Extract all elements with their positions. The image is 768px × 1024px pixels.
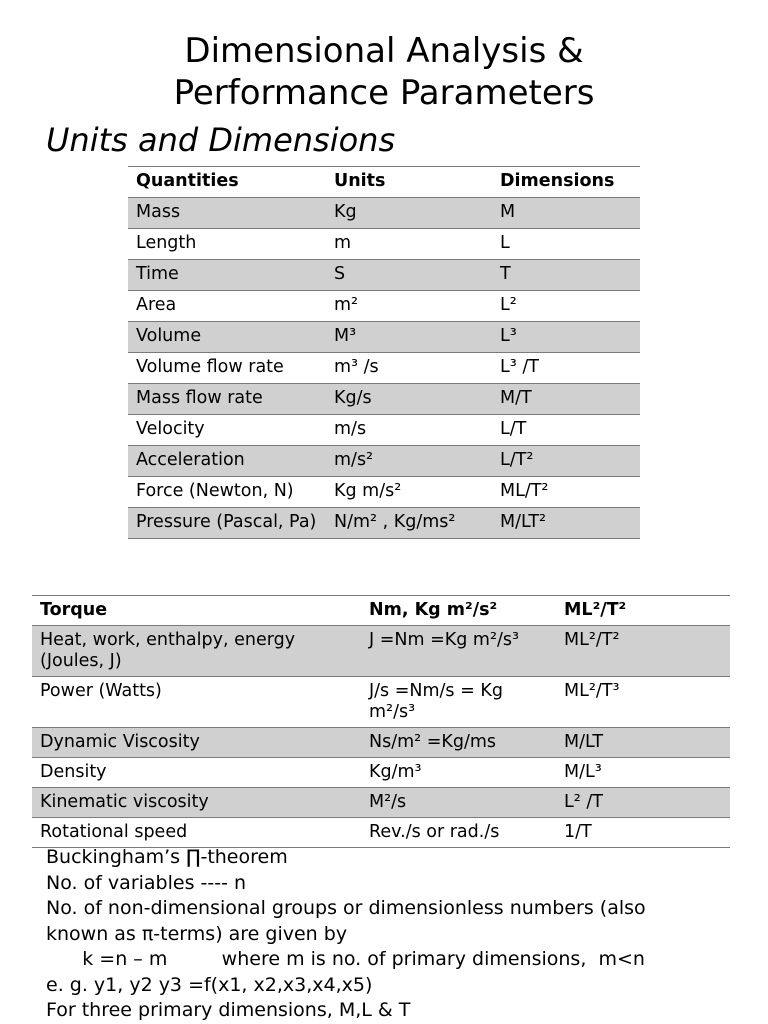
table-header-row-cell: Dimensions (500, 171, 615, 191)
table-row-cell: Pressure (Pascal, Pa) (136, 512, 317, 532)
table-row-cell: M/L³ (564, 762, 602, 782)
table-header-row-cell: ML²/T² (564, 600, 627, 620)
table-row-cell: Kg/m³ (369, 762, 422, 782)
table-row (128, 353, 640, 384)
table-row (128, 477, 640, 508)
table-row-cell: S (334, 264, 346, 284)
table-row-cell: J =Nm =Kg m²/s³ (369, 630, 519, 650)
table-row-cell: m³ /s (334, 357, 379, 377)
units-dimensions-table (128, 166, 640, 539)
table-row-cell: L (500, 233, 510, 253)
table-row-cell: M (500, 202, 516, 222)
title-line-1: Dimensional Analysis & (184, 31, 584, 71)
table-row-cell: Kg/s (334, 388, 372, 408)
table-row-cell: Mass flow rate (136, 388, 263, 408)
table-row-cell: Mass (136, 202, 181, 222)
title-line-2: Performance Parameters (173, 73, 595, 113)
table-row-cell: Volume flow rate (136, 357, 284, 377)
table-row-cell: L/T (500, 419, 527, 439)
table-row (32, 677, 730, 728)
table-row-cell: L² (500, 295, 517, 315)
table-row (32, 758, 730, 788)
table-row-cell: T (500, 264, 511, 284)
table-row (128, 260, 640, 291)
table-row (128, 198, 640, 229)
text-line: e. g. y1, y2 y3 =f(x1, x2,x3,x4,x5) (46, 973, 373, 996)
table-row-cell: Ns/m² =Kg/ms (369, 732, 497, 752)
table-row (128, 415, 640, 446)
table-header-row-cell: Quantities (136, 171, 239, 191)
table-row-cell: Density (40, 762, 107, 782)
table-row-cell: Kg (334, 202, 357, 222)
text-line: k =n – m where m is no. of primary dimensions, m<n (46, 948, 645, 970)
table-row (32, 626, 730, 677)
table-row-cell: Kg m/s² (334, 481, 402, 501)
table-row (32, 728, 730, 758)
table-row (32, 788, 730, 818)
table-row-cell: L³ /T (500, 357, 539, 377)
table-row-cell: J/s =Nm/s = Kg m²/s³ (369, 681, 503, 722)
buckingham-text (46, 845, 746, 1024)
table-row-cell: m² (334, 295, 359, 315)
table-row (128, 229, 640, 260)
table-row-cell: ML²/T³ (564, 681, 620, 701)
table-row-cell: L² /T (564, 792, 603, 812)
table-row-cell: Length (136, 233, 197, 253)
table-row-cell: M/LT (564, 732, 604, 752)
table-row (128, 446, 640, 477)
table-row-cell: M/T (500, 388, 532, 408)
table-row-cell: m/s (334, 419, 367, 439)
table-header-row (32, 596, 730, 626)
text-line: Buckingham’s ∏-theorem (46, 846, 288, 868)
text-line: known as π-terms) are given by (46, 922, 348, 945)
table-header-row-cell: Units (334, 171, 386, 191)
table-row (128, 291, 640, 322)
table-header-row (128, 167, 640, 198)
table-row-cell: ML/T² (500, 481, 549, 501)
table-row-cell: Rev./s or rad./s (369, 822, 500, 842)
page-title (0, 30, 768, 114)
table-row-cell: L/T² (500, 450, 534, 470)
table-row-cell: ML²/T² (564, 630, 620, 650)
table-row-cell: Force (Newton, N) (136, 481, 294, 501)
table-row-cell: Rotational speed (40, 822, 188, 842)
table-row-cell: M/LT² (500, 512, 547, 532)
table-row-cell: Area (136, 295, 177, 315)
table-row-cell: M³ (334, 326, 357, 346)
table-row-cell: Dynamic Viscosity (40, 732, 200, 752)
table-row-cell: N/m² , Kg/ms² (334, 512, 456, 532)
table-row-cell: Velocity (136, 419, 205, 439)
section-heading: Units and Dimensions (46, 121, 396, 159)
table-row-cell: M²/s (369, 792, 407, 812)
text-line: No. of variables ---- n (46, 871, 247, 894)
text-line: No. of non-dimensional groups or dimensionless numbers (also (46, 897, 646, 919)
table-row-cell: Power (Watts) (40, 681, 162, 701)
table-row-cell: Heat, work, enthalpy, energy (Joules, J) (40, 630, 296, 671)
table-row-cell: m (334, 233, 352, 253)
table-row (128, 384, 640, 415)
table-row-cell: Kinematic viscosity (40, 792, 209, 812)
table-row-cell: 1/T (564, 822, 592, 842)
table-row-cell: m/s² (334, 450, 374, 470)
table-header-row-cell: Nm, Kg m²/s² (369, 600, 498, 620)
table-row-cell: Acceleration (136, 450, 245, 470)
table-row (128, 322, 640, 353)
table-header-row-cell: Torque (40, 600, 108, 620)
table-row-cell: Volume (136, 326, 202, 346)
derived-units-table (32, 595, 730, 848)
table-row (128, 508, 640, 539)
table-row (32, 818, 730, 848)
table-row-cell: L³ (500, 326, 517, 346)
table-row-cell: Time (136, 264, 179, 284)
text-line: For three primary dimensions, M,L & T (46, 999, 411, 1021)
